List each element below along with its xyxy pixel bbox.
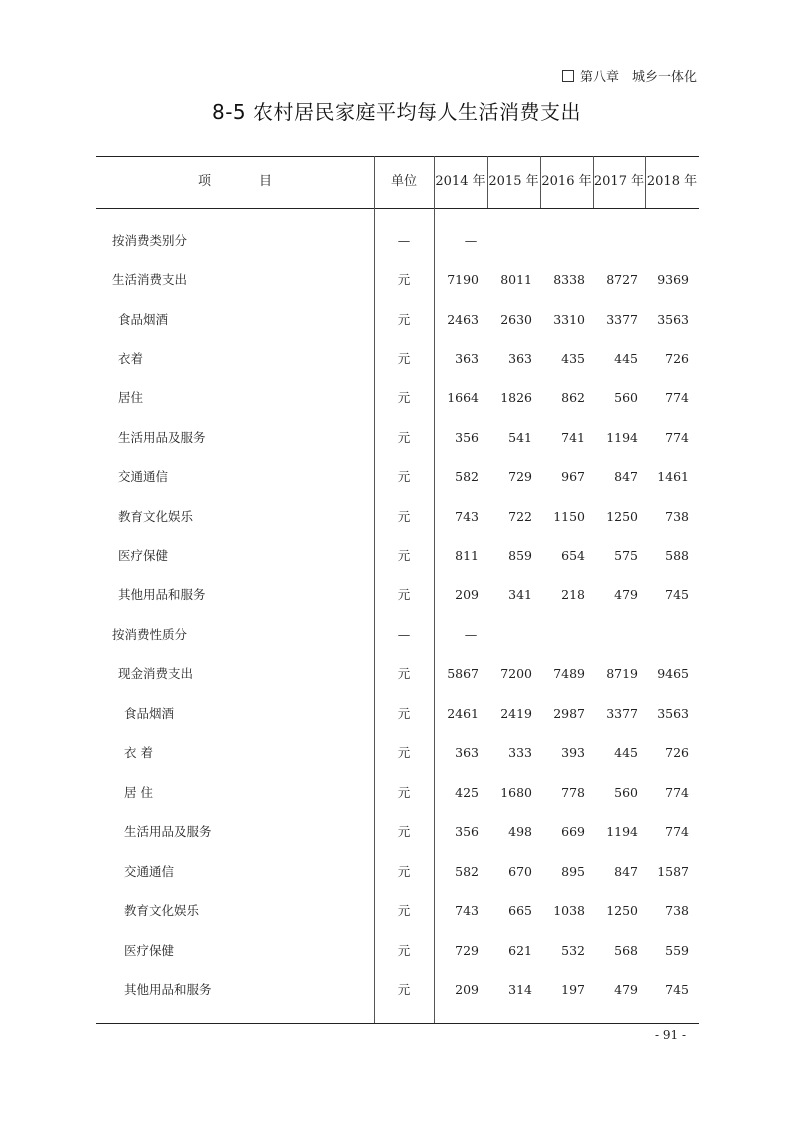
row-value: —	[464, 627, 478, 642]
row-value: 8719	[606, 666, 638, 681]
row-unit: —	[397, 233, 411, 248]
row-label: 教育文化娱乐	[118, 509, 194, 524]
table-row	[96, 585, 699, 605]
row-value: 738	[665, 509, 689, 524]
table-row	[96, 941, 699, 961]
row-value: 5867	[447, 666, 479, 681]
row-value: 363	[455, 745, 479, 760]
row-unit: 元	[397, 666, 411, 681]
row-value: 8338	[553, 272, 585, 287]
row-value: 7190	[447, 272, 479, 287]
row-value: 363	[508, 351, 532, 366]
row-value: 333	[508, 745, 532, 760]
row-label: 食品烟酒	[124, 706, 175, 721]
row-value: 7200	[500, 666, 532, 681]
row-unit: 元	[397, 312, 411, 327]
header-year: 2017 年	[593, 174, 645, 189]
row-value: 356	[455, 430, 479, 445]
table-row	[96, 467, 699, 487]
table-row	[96, 388, 699, 408]
row-value: 209	[455, 982, 479, 997]
row-value: 729	[455, 943, 479, 958]
row-label: 生活用品及服务	[118, 430, 206, 445]
row-value: 363	[455, 351, 479, 366]
row-value: 1250	[606, 903, 638, 918]
row-value: 654	[561, 548, 585, 563]
row-value: 3563	[657, 312, 689, 327]
row-value: 745	[665, 587, 689, 602]
row-value: 479	[614, 982, 638, 997]
row-value: 582	[455, 864, 479, 879]
header-item-char: 项	[197, 174, 211, 189]
row-value: 541	[508, 430, 532, 445]
header-year: 2016 年	[541, 174, 592, 189]
row-value: 669	[561, 824, 585, 839]
row-label: 医疗保健	[124, 943, 175, 958]
row-unit: 元	[397, 351, 411, 366]
row-unit: 元	[397, 509, 411, 524]
row-value: 1587	[657, 864, 689, 879]
row-value: 1664	[447, 390, 479, 405]
row-value: 479	[614, 587, 638, 602]
row-value: 3563	[657, 706, 689, 721]
row-value: 726	[665, 351, 689, 366]
row-unit: 元	[397, 864, 411, 879]
table-header-rule	[96, 208, 699, 209]
row-value: 2630	[500, 312, 532, 327]
page-number: - 91 -	[654, 1028, 686, 1042]
row-value: 582	[455, 469, 479, 484]
table-row	[96, 862, 699, 882]
row-label: 居住	[118, 390, 144, 405]
row-value: 1461	[657, 469, 689, 484]
row-value: 778	[561, 785, 585, 800]
row-value: 1826	[500, 390, 532, 405]
row-value: —	[464, 233, 478, 248]
row-value: 2419	[500, 706, 532, 721]
row-value: 588	[665, 548, 689, 563]
row-value: 568	[614, 943, 638, 958]
header-item-char: 目	[259, 174, 273, 189]
row-value: 1194	[606, 430, 638, 445]
row-value: 774	[665, 824, 689, 839]
row-value: 218	[561, 587, 585, 602]
header-year: 2018 年	[646, 174, 698, 189]
table-row	[96, 901, 699, 921]
row-value: 1680	[500, 785, 532, 800]
row-label: 按消费类别分	[112, 233, 188, 248]
row-value: 2987	[553, 706, 585, 721]
row-value: 356	[455, 824, 479, 839]
row-value: 532	[561, 943, 585, 958]
table-row	[96, 980, 699, 1000]
row-value: 743	[455, 509, 479, 524]
row-value: 1150	[553, 509, 585, 524]
row-label: 其他用品和服务	[124, 982, 212, 997]
row-value: 445	[614, 745, 638, 760]
row-unit: 元	[397, 903, 411, 918]
header-year: 2015 年	[488, 174, 539, 189]
row-value: 209	[455, 587, 479, 602]
row-value: 859	[508, 548, 532, 563]
row-value: 729	[508, 469, 532, 484]
row-value: 498	[508, 824, 532, 839]
table-row	[96, 546, 699, 566]
table-row	[96, 349, 699, 369]
row-value: 745	[665, 982, 689, 997]
row-unit: 元	[397, 982, 411, 997]
row-value: 341	[508, 587, 532, 602]
row-value: 967	[561, 469, 585, 484]
table-row	[96, 625, 699, 645]
row-value: 670	[508, 864, 532, 879]
table-row	[96, 743, 699, 763]
row-value: 722	[508, 509, 532, 524]
row-value: 774	[665, 390, 689, 405]
row-unit: 元	[397, 943, 411, 958]
row-value: 665	[508, 903, 532, 918]
row-value: 847	[614, 864, 638, 879]
row-label: 医疗保健	[118, 548, 169, 563]
row-value: 3310	[553, 312, 585, 327]
table-row	[96, 822, 699, 842]
header-year: 2014 年	[435, 174, 486, 189]
chapter-header	[562, 66, 697, 85]
row-label: 按消费性质分	[112, 627, 188, 642]
row-unit: 元	[397, 548, 411, 563]
row-value: 621	[508, 943, 532, 958]
row-value: 1250	[606, 509, 638, 524]
row-label: 现金消费支出	[118, 666, 194, 681]
row-value: 726	[665, 745, 689, 760]
row-label: 其他用品和服务	[118, 587, 206, 602]
row-value: 738	[665, 903, 689, 918]
row-label: 居 住	[124, 785, 153, 800]
row-value: 2463	[447, 312, 479, 327]
row-value: 862	[561, 390, 585, 405]
row-value: 774	[665, 430, 689, 445]
row-value: 3377	[606, 706, 638, 721]
row-value: 560	[614, 785, 638, 800]
row-unit: 元	[397, 824, 411, 839]
table-row	[96, 664, 699, 684]
table-row	[96, 783, 699, 803]
row-unit: 元	[397, 469, 411, 484]
table-row	[96, 231, 699, 251]
chapter-label: 第八章 城乡一体化	[579, 70, 697, 85]
row-value: 7489	[553, 666, 585, 681]
row-value: 425	[455, 785, 479, 800]
table-bottom-rule	[96, 1023, 699, 1024]
row-label: 衣 着	[124, 745, 153, 760]
row-value: 8011	[500, 272, 532, 287]
row-value: 895	[561, 864, 585, 879]
row-unit: 元	[397, 745, 411, 760]
row-label: 教育文化娱乐	[124, 903, 200, 918]
row-label: 交通通信	[118, 469, 169, 484]
table-row	[96, 704, 699, 724]
row-value: 197	[561, 982, 585, 997]
table-row	[96, 270, 699, 290]
row-unit: 元	[397, 430, 411, 445]
row-unit: 元	[397, 706, 411, 721]
row-value: 1194	[606, 824, 638, 839]
row-value: 445	[614, 351, 638, 366]
row-unit: 元	[397, 587, 411, 602]
row-value: 811	[455, 548, 479, 563]
header-item	[96, 156, 374, 208]
row-value: 435	[561, 351, 585, 366]
header-unit: 单位	[390, 174, 417, 189]
row-unit: 元	[397, 272, 411, 287]
square-icon	[562, 70, 574, 82]
table-row	[96, 507, 699, 527]
row-value: 847	[614, 469, 638, 484]
row-value: 314	[508, 982, 532, 997]
row-value: 560	[614, 390, 638, 405]
row-unit: 元	[397, 785, 411, 800]
row-value: 774	[665, 785, 689, 800]
table-row	[96, 310, 699, 330]
page-title: 8-5 农村居民家庭平均每人生活消费支出	[211, 100, 582, 124]
row-label: 生活用品及服务	[124, 824, 212, 839]
row-value: 393	[561, 745, 585, 760]
row-label: 食品烟酒	[118, 312, 169, 327]
row-value: 8727	[606, 272, 638, 287]
row-unit: 元	[397, 390, 411, 405]
row-value: 559	[665, 943, 689, 958]
row-value: 1038	[553, 903, 585, 918]
row-label: 交通通信	[124, 864, 175, 879]
row-label: 衣着	[118, 351, 144, 366]
row-unit: —	[397, 627, 411, 642]
table-row	[96, 428, 699, 448]
row-value: 3377	[606, 312, 638, 327]
row-value: 9369	[657, 272, 689, 287]
row-value: 743	[455, 903, 479, 918]
row-value: 741	[561, 430, 585, 445]
row-value: 9465	[657, 666, 689, 681]
row-value: 575	[614, 548, 638, 563]
row-value: 2461	[447, 706, 479, 721]
row-label: 生活消费支出	[112, 272, 188, 287]
